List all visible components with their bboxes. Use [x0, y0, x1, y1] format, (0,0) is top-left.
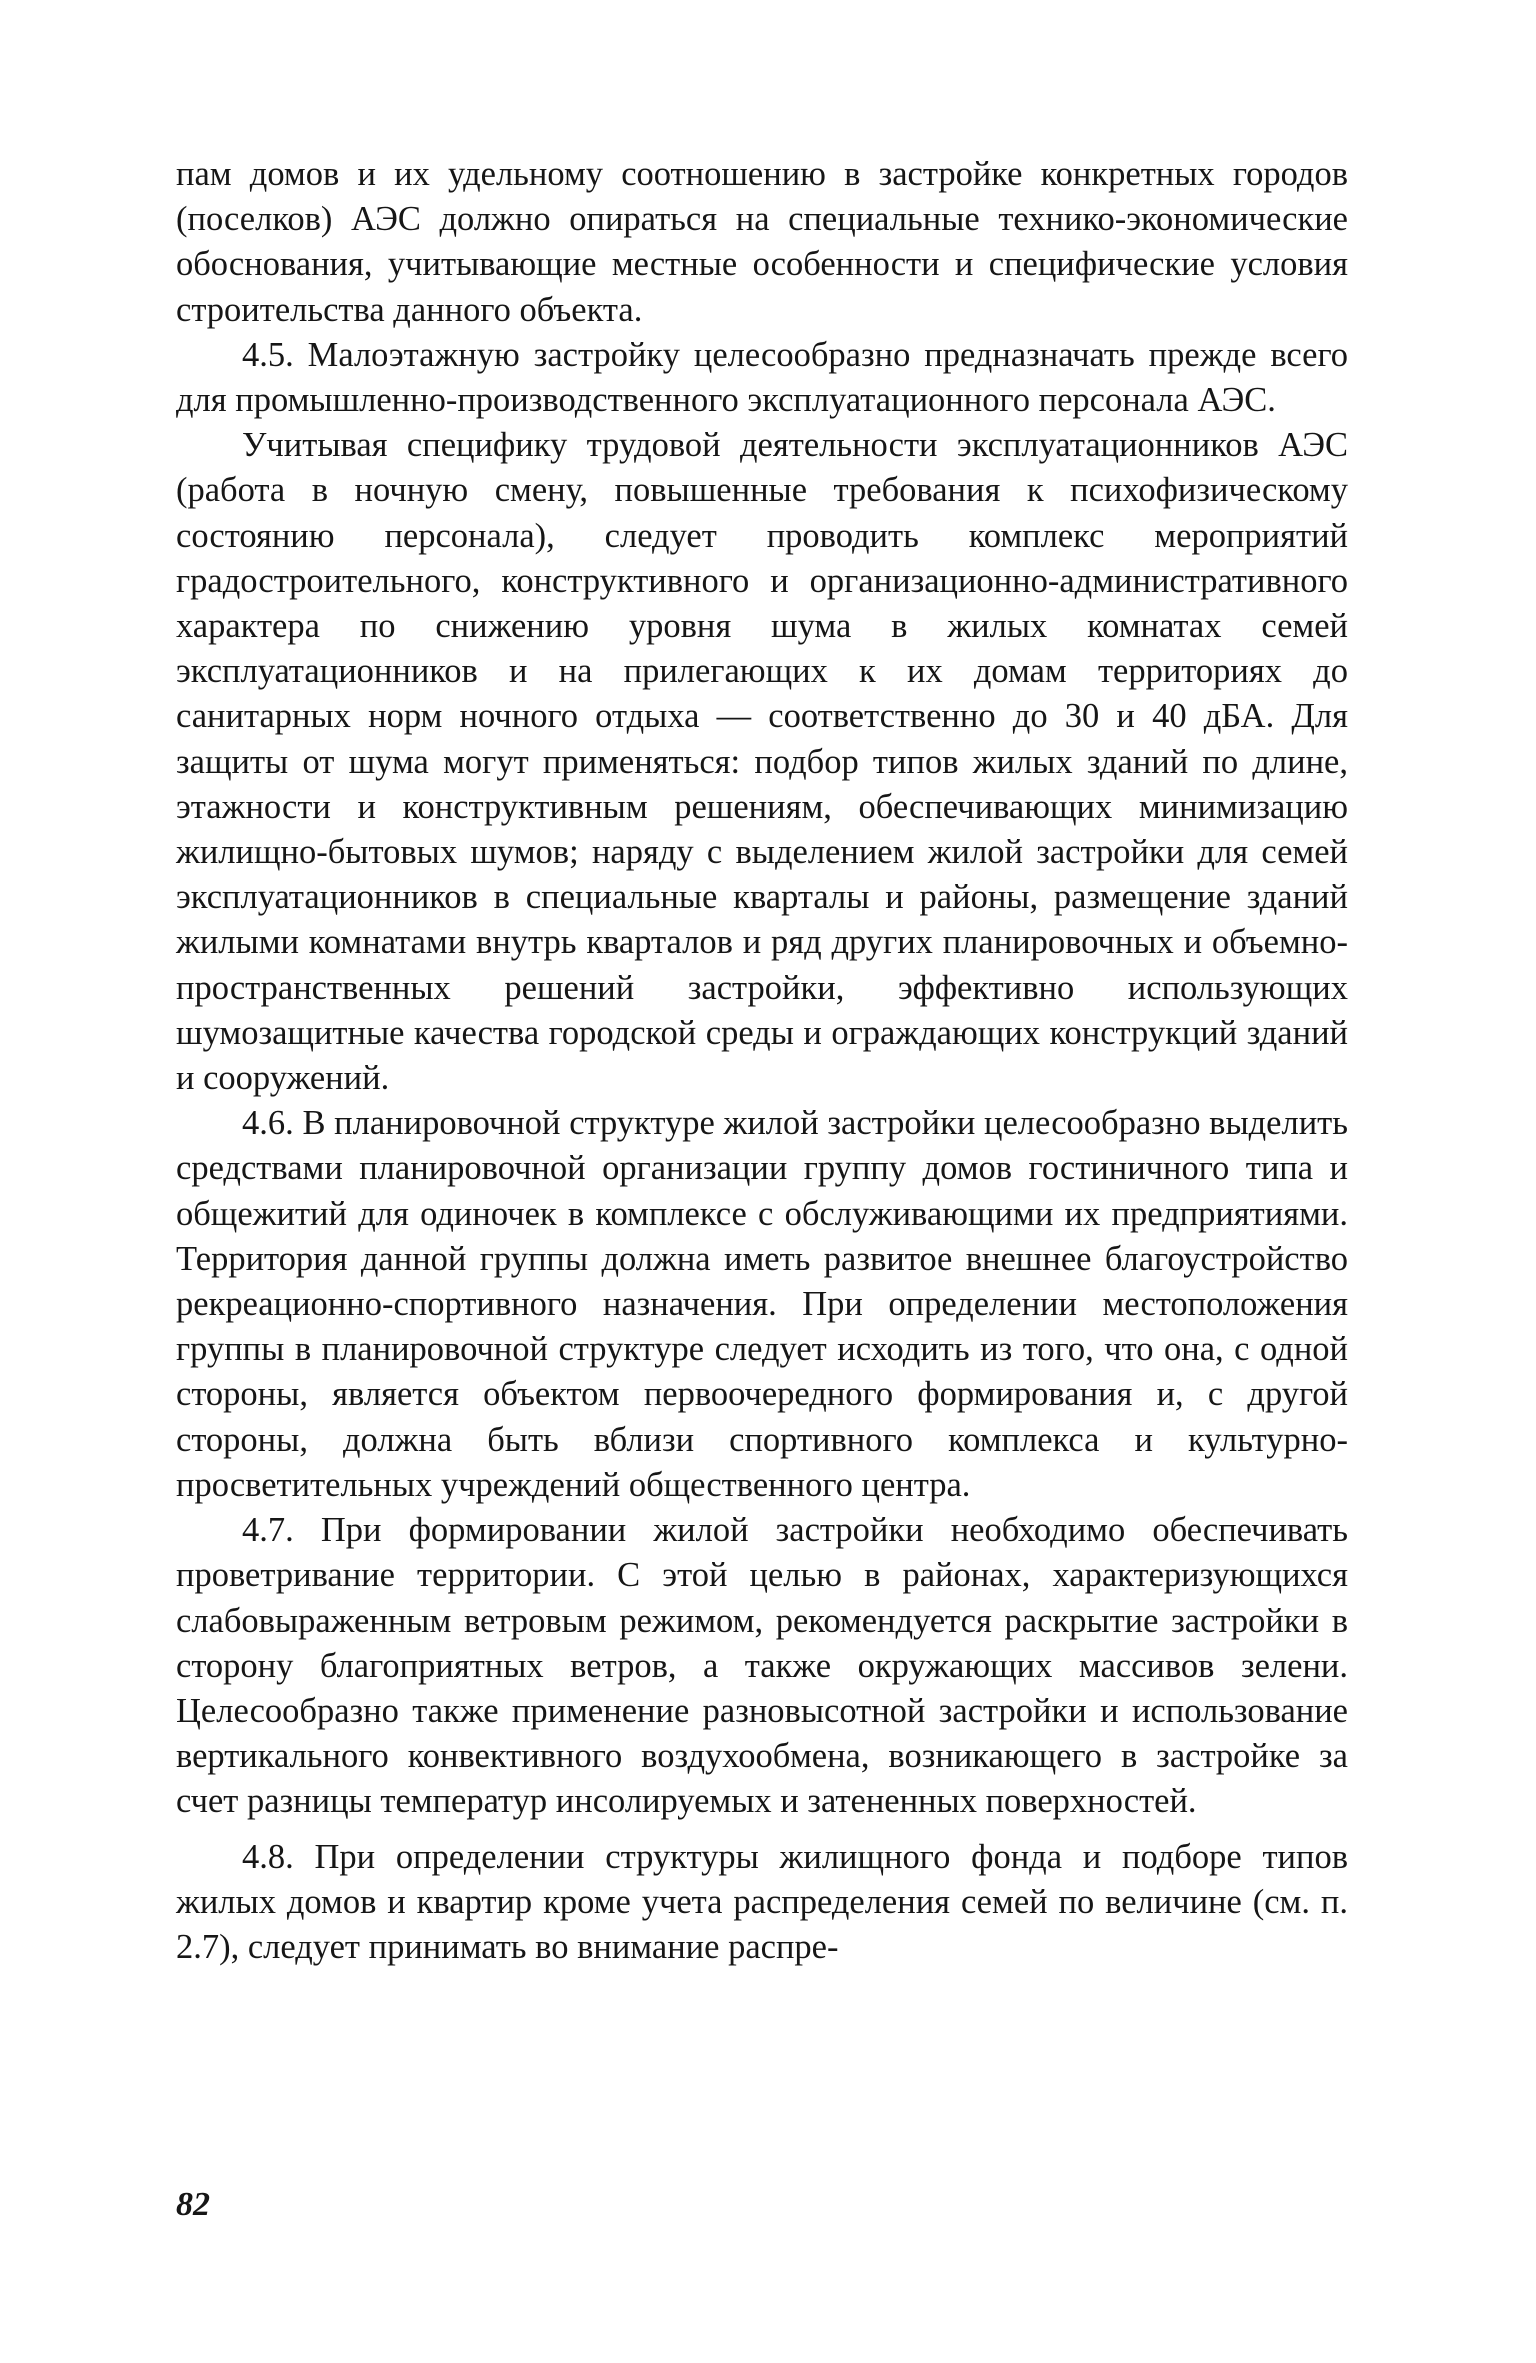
paragraph-noise-protection: Учитывая специфику трудовой деятельности эксплуатационников АЭС (работа в ночную смену, повышенные требования к психофизическому состоянию персонала), следует проводить комплекс мероприятий градостроительного, конструктивного и организационно-административного характера по снижению уровня шума в жилых комнатах семей эксплуатационников и на прилегающих к их домам территориях до санитарных норм ночного отдыха — соответственно до 30 и 40 дБА. Для защиты от шума могут применяться: подбор типов жилых зданий по длине, этажности и конструктивным решениям, обеспечивающих минимизацию жилищно-бытовых шумов; наряду с выделением жилой застройки для семей эксплуатационников в специальные кварталы и районы, размещение зданий жилыми комнатами внутрь кварталов и ряд других планировочных и объемно-пространственных решений застройки, эффективно использующих шумозащитные качества городской среды и ограждающих конструкций зданий и сооружений. — [176, 426, 1348, 1098]
page-number: 82 — [176, 2186, 210, 2223]
paragraph-4-8: 4.8. При определении структуры жилищного фонда и подборе типов жилых домов и квартир кроме учета распределения семей по величине (см. п. 2.7), следует принимать во внимание распре- — [176, 1837, 1348, 1966]
body-text — [176, 152, 1348, 1970]
paragraph-4-7: 4.7. При формировании жилой застройки необходимо обеспечивать проветривание территории. С этой целью в районах, характеризующихся слабовыраженным ветровым режимом, рекомендуется раскрытие застройки в сторону благоприятных ветров, а также окружающих массивов зелени. Целесообразно также применение разновысотной застройки и использование вертикального конвективного воздухообмена, возникающего в застройке за счет разницы температур инсолируемых и затененных поверхностей. — [176, 1511, 1348, 1821]
paragraph-continuation: пам домов и их удельному соотношению в застройке конкретных городов (поселков) АЭС должно опираться на специальные технико-экономические обоснования, учитывающие местные особенности и специфические условия строительства данного объекта. — [176, 155, 1348, 329]
paragraph-4-6: 4.6. В планировочной структуре жилой застройки целесообразно выделить средствами планировочной организации группу домов гостиничного типа и общежитий для одиночек в комплексе с обслуживающими их предприятиями. Территория данной группы должна иметь развитое внешнее благоустройство рекреационно-спортивного назначения. При определении местоположения группы в планировочной структуре следует исходить из того, что она, с одной стороны, является объектом первоочередного формирования и, с другой стороны, должна быть вблизи спортивного комплекса и культурно-просветительных учреждений общественного центра. — [176, 1104, 1348, 1504]
paragraph-4-5: 4.5. Малоэтажную застройку целесообразно предназначать прежде всего для промышленно-производственного эксплуатационного персонала АЭС. — [176, 335, 1348, 420]
